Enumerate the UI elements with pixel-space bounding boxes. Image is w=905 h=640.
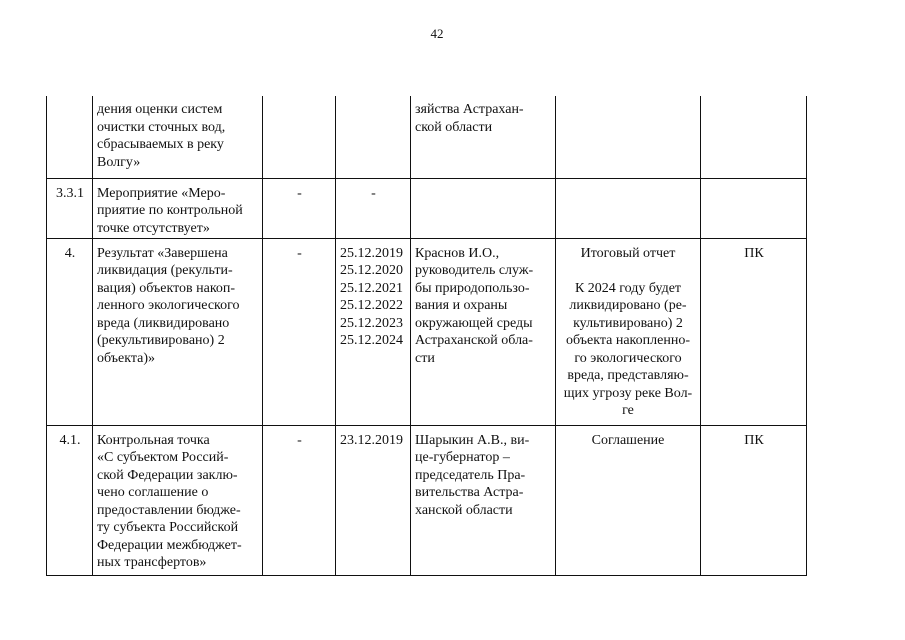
row-continuation-responsible: зяйства Астрахан- ской области: [411, 96, 556, 178]
row-continuation-type: [701, 96, 807, 178]
row-3-3-1-end-date: -: [336, 178, 411, 238]
page-number: 42: [430, 26, 444, 41]
row-4-end-date: 25.12.2019 25.12.2020 25.12.2021 25.12.2022 25.12.2023 25.12.2024: [336, 238, 411, 425]
row-3-3-1: [47, 178, 807, 238]
row-continuation-end-date: [336, 96, 411, 178]
row-3-3-1-number: 3.3.1: [47, 178, 93, 238]
plan-table: [46, 96, 807, 576]
row-4-1-result: Соглашение: [556, 425, 701, 575]
row-4-result: Итоговый отчет К 2024 году будет ликвидировано (ре- культивировано) 2 объекта накопленно- го экологического вреда, представляю- щих угрозу реке Вол- ге: [556, 238, 701, 425]
row-4-type: ПК: [701, 238, 807, 425]
row-continuation: [47, 96, 807, 178]
row-continuation-description: дения оценки систем очистки сточных вод, сбрасываемых в реку Волгу»: [93, 96, 263, 178]
row-4-1: [47, 425, 807, 575]
row-4: [47, 238, 807, 425]
row-continuation-result: [556, 96, 701, 178]
row-3-3-1-result: [556, 178, 701, 238]
row-3-3-1-description: Мероприятие «Меро- приятие по контрольной точке отсутствует»: [93, 178, 263, 238]
row-4-responsible: Краснов И.О., руководитель служ- бы природопользо- вания и охраны окружающей среды Астраханской обла- сти: [411, 238, 556, 425]
row-4-number: 4.: [47, 238, 93, 425]
row-3-3-1-type: [701, 178, 807, 238]
row-4-1-number: 4.1.: [47, 425, 93, 575]
row-3-3-1-start-date: -: [263, 178, 336, 238]
row-4-1-responsible: Шарыкин А.В., ви- це-губернатор – председатель Пра- вительства Астра- ханской области: [411, 425, 556, 575]
row-continuation-start-date: [263, 96, 336, 178]
row-3-3-1-responsible: [411, 178, 556, 238]
row-4-start-date: -: [263, 238, 336, 425]
row-continuation-number: [47, 96, 93, 178]
row-4-1-start-date: -: [263, 425, 336, 575]
row-4-1-end-date: 23.12.2019: [336, 425, 411, 575]
row-4-description: Результат «Завершена ликвидация (рекульти- вация) объектов накоп- ленного экологического вреда (ликвидировано (рекультивировано) 2 объекта)»: [93, 238, 263, 425]
row-4-1-type: ПК: [701, 425, 807, 575]
row-4-1-description: Контрольная точка «С субъектом Россий- ской Федерации заклю- чено соглашение о предоставлении бюдже- ту субъекта Российской Федерации межбюджет- ных трансфертов»: [93, 425, 263, 575]
